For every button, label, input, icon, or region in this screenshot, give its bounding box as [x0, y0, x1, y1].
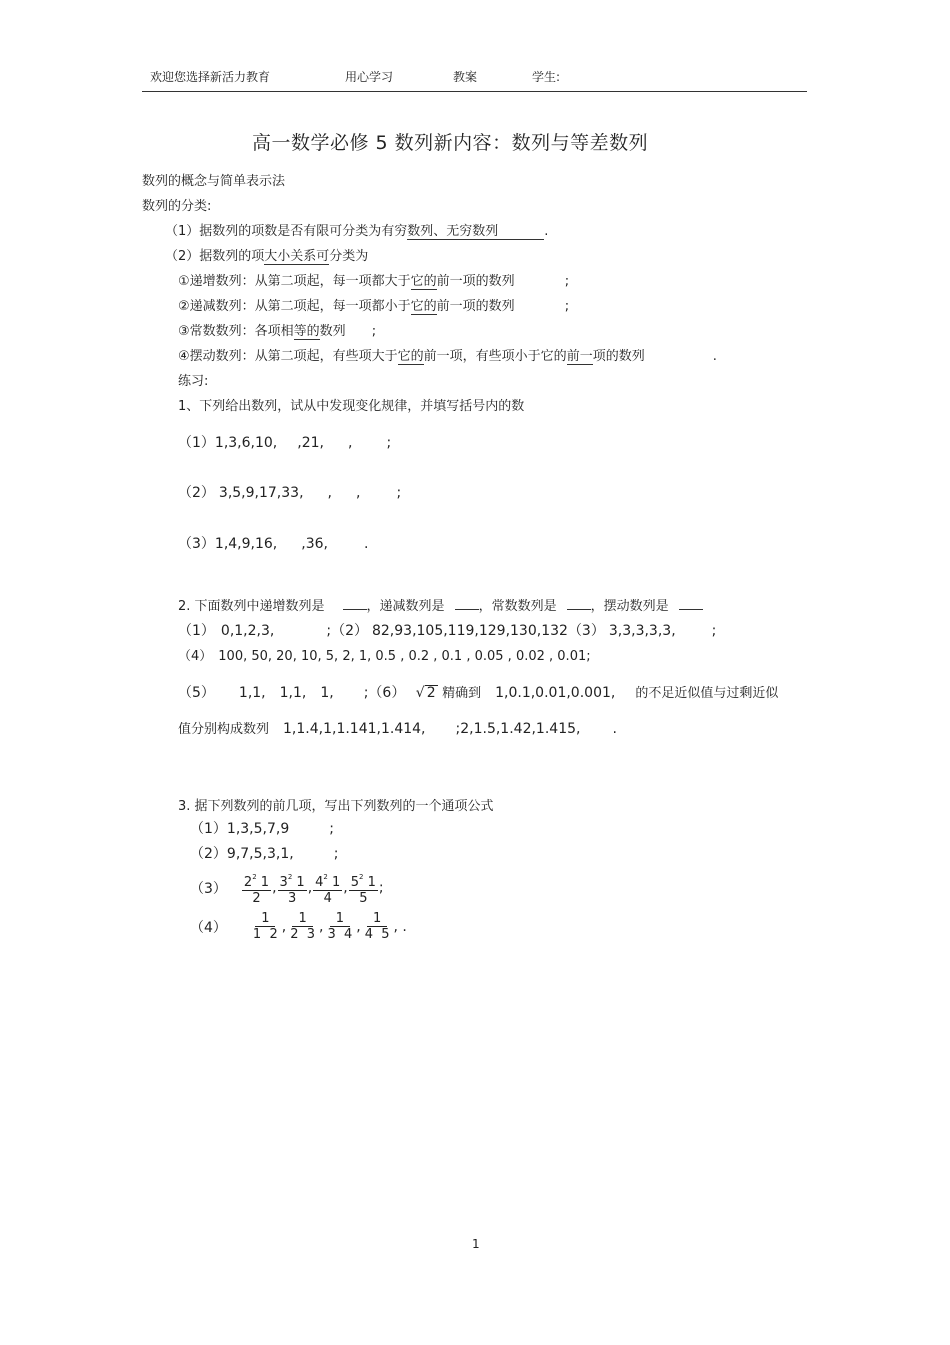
- fraction-denominator: 3: [287, 891, 297, 906]
- fraction: [365, 912, 390, 942]
- q1-sequence-1: （1）1,3,6,10, ,21, , ;: [178, 435, 392, 451]
- fraction: [349, 870, 378, 906]
- classify-heading: 数列的分类:: [142, 199, 212, 214]
- q3-sequence-4: （4） $\frac{1}{1 2}$ , $\frac{1}{2 3}$ , $\frac{1}{3 4}$ , $\frac{1}{4 5}$ , .: [190, 911, 407, 942]
- def-decreasing: ②递减数列：从第二项起，每一项都小于它的前一项的数列 ;: [178, 299, 570, 314]
- fraction-denominator: 4 5: [364, 927, 390, 942]
- separator: ,: [307, 880, 313, 896]
- fraction-denominator: 2: [252, 891, 261, 906]
- separator: ,: [272, 880, 277, 896]
- page-title: 高一数学必修 5 数列新内容：数列与等差数列: [252, 132, 649, 154]
- q1-sequence-3: （3）1,4,9,16, ,36, .: [178, 536, 369, 552]
- classify-item-1: （1）据数列的项数是否有限可分类为有穷数列、无穷数列 .: [165, 224, 549, 239]
- q2-line-1: （1） 0,1,2,3, ;（2） 82,93,105,119,129,130,132（3） 3,3,3,3,3, ;: [178, 623, 717, 639]
- header-student: 学生:: [532, 70, 561, 84]
- q3-sequence-2: （2）9,7,5,3,1, ;: [190, 846, 339, 862]
- fraction-denominator: 4: [323, 891, 332, 906]
- fraction-numerator: $4^2$ 1: [313, 870, 342, 891]
- section-heading: 数列的概念与简单表示法: [142, 174, 286, 189]
- q2-line-3: （5） 1,1, 1,1, 1, ;（6） √ 2 精确到 1,0.1,0.01,0.001, 的不足近似值与过剩近似: [178, 685, 779, 701]
- q3-sequence-1: （1）1,3,5,7,9 ;: [190, 821, 334, 837]
- fraction-denominator: 2 3: [290, 927, 315, 942]
- q3-fraction-list-4: [249, 912, 394, 942]
- header-motto: 用心学习: [345, 70, 394, 84]
- header-rule: [142, 91, 807, 92]
- q2-line-2: （4） 100, 50, 20, 10, 5, 2, 1, 0.5 , 0.2 , 0.1 , 0.05 , 0.02 , 0.01;: [178, 649, 591, 664]
- fraction-numerator: 1: [367, 912, 387, 927]
- fraction: [313, 870, 342, 906]
- separator: ,: [319, 919, 324, 935]
- fraction-numerator: 1: [255, 912, 275, 927]
- q1-sequence-2: （2） 3,5,9,17,33, , , ;: [178, 485, 402, 501]
- separator: ,: [356, 919, 361, 935]
- fraction: [253, 912, 278, 942]
- sqrt-two: √ 2: [415, 685, 436, 701]
- classify-item-2: （2）据数列的项大小关系可分类为: [165, 249, 369, 264]
- fraction: [327, 912, 352, 942]
- fraction-denominator: 5: [359, 891, 368, 906]
- page-number: 1: [472, 1237, 480, 1251]
- fraction-numerator: $3^2$ 1: [278, 870, 307, 891]
- fraction-numerator: $2^2$ 1: [242, 870, 271, 891]
- fraction-numerator: 1: [292, 912, 312, 927]
- q3-fraction-list-3: [241, 870, 379, 906]
- fraction-denominator: 3 4: [327, 927, 353, 942]
- q3-sequence-3: （3） $\frac{2^2 1}{2}$ , $\frac{3^2 1}{3}$ , $\frac{4^2 1}{4}$ , $\frac{5^2 1}{5}$ ;: [190, 870, 384, 906]
- separator: ,: [281, 919, 287, 935]
- def-swinging: ④摆动数列：从第二项起，有些项大于它的前一项，有些项小于它的前一项的数列 .: [178, 349, 717, 364]
- fraction-denominator: 1 2: [252, 927, 278, 942]
- q2-prompt: 2. 下面数列中递增数列是 ，递减数列是 ，常数数列是 ，摆动数列是: [178, 595, 703, 614]
- practice-heading: 练习:: [178, 374, 209, 389]
- fraction-numerator: 1: [330, 912, 350, 927]
- q1-prompt: 1、下列给出数列，试从中发现变化规律，并填写括号内的数: [178, 399, 525, 414]
- header-brand: 欢迎您选择新活力教育: [150, 70, 271, 84]
- def-increasing: ①递增数列：从第二项起，每一项都大于它的前一项的数列 ;: [178, 274, 570, 289]
- fraction: [278, 870, 307, 906]
- separator: ,: [343, 880, 348, 896]
- header-type: 教案: [453, 70, 478, 84]
- q2-line-4: 值分别构成数列 1,1.4,1,1.141,1.414, ;2,1.5,1.42,1.415, .: [178, 721, 617, 737]
- q3-prompt: 3. 据下列数列的前几项，写出下列数列的一个通项公式: [178, 799, 494, 814]
- def-constant: ③常数数列：各项相等的数列 ;: [178, 324, 377, 339]
- fraction: [290, 912, 315, 942]
- fraction-numerator: $5^2$ 1: [349, 870, 378, 891]
- fraction: [242, 870, 271, 906]
